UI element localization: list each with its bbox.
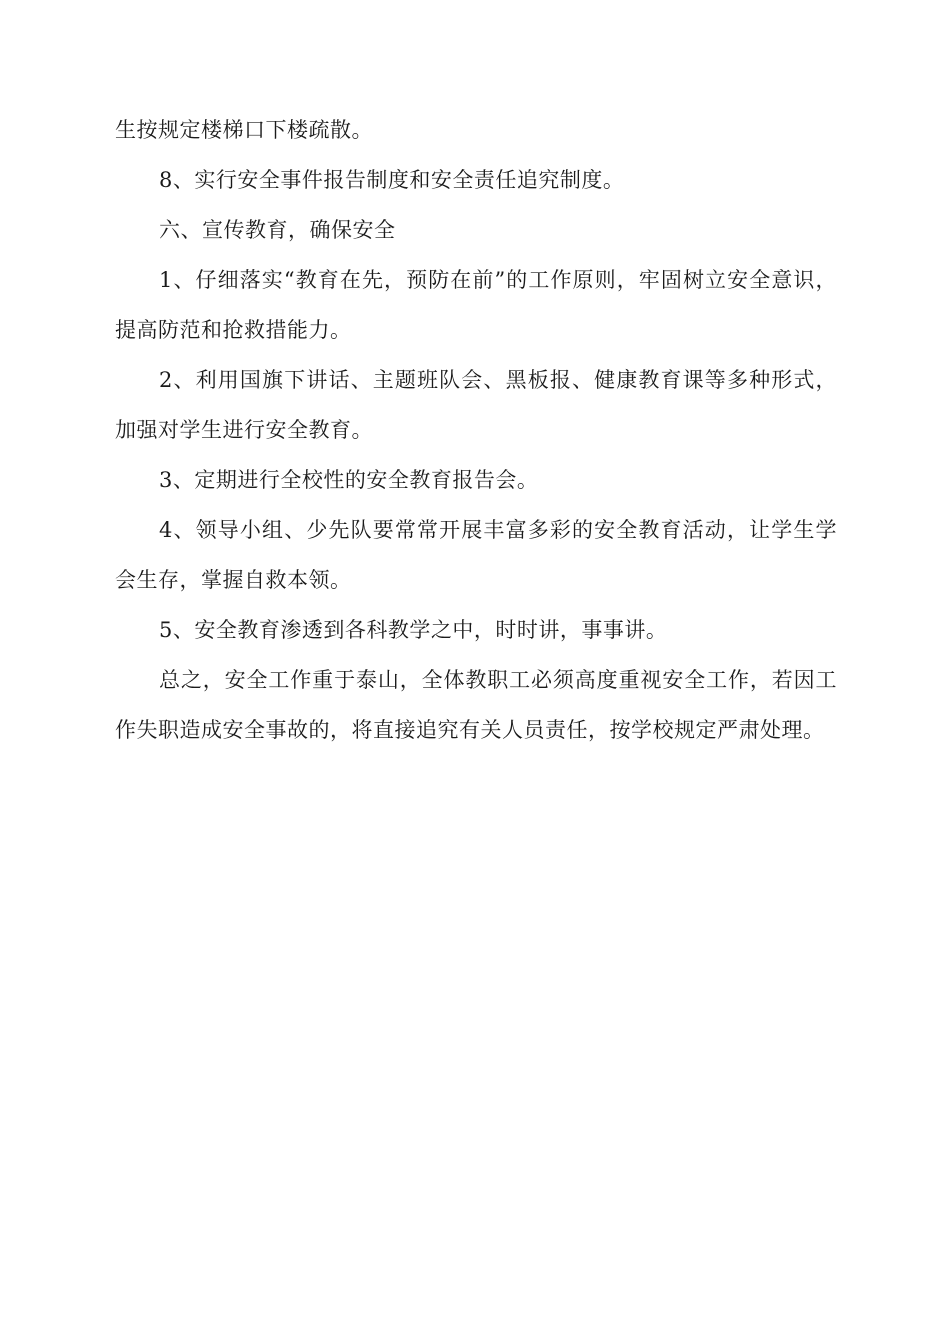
paragraph-item-8: 8、实行安全事件报告制度和安全责任追究制度。 [159,168,625,192]
paragraph-conclusion: 总之，安全工作重于泰山，全体教职工必须高度重视安全工作，若因工作失职造成安全事故的，将直接追究有关人员责任，按学校规定严肃处理。 [115,668,837,742]
paragraph-item-4: 4、领导小组、少先队要常常开展丰富多彩的安全教育活动，让学生学会生存，掌握自救本领。 [115,518,837,592]
paragraph-item-2: 2、利用国旗下讲话、主题班队会、黑板报、健康教育课等多种形式，加强对学生进行安全教育。 [115,368,837,442]
paragraph-continuation: 生按规定楼梯口下楼疏散。 [115,118,373,142]
paragraph-item-1: 1、仔细落实“教育在先，预防在前”的工作原则，牢固树立安全意识，提高防范和抢救措能力。 [115,268,837,342]
paragraph-item-5: 5、安全教育渗透到各科教学之中，时时讲，事事讲。 [159,618,668,642]
section-heading-6: 六、宣传教育，确保安全 [159,218,396,242]
paragraph-item-3: 3、定期进行全校性的安全教育报告会。 [159,468,539,492]
document-body [115,105,837,755]
